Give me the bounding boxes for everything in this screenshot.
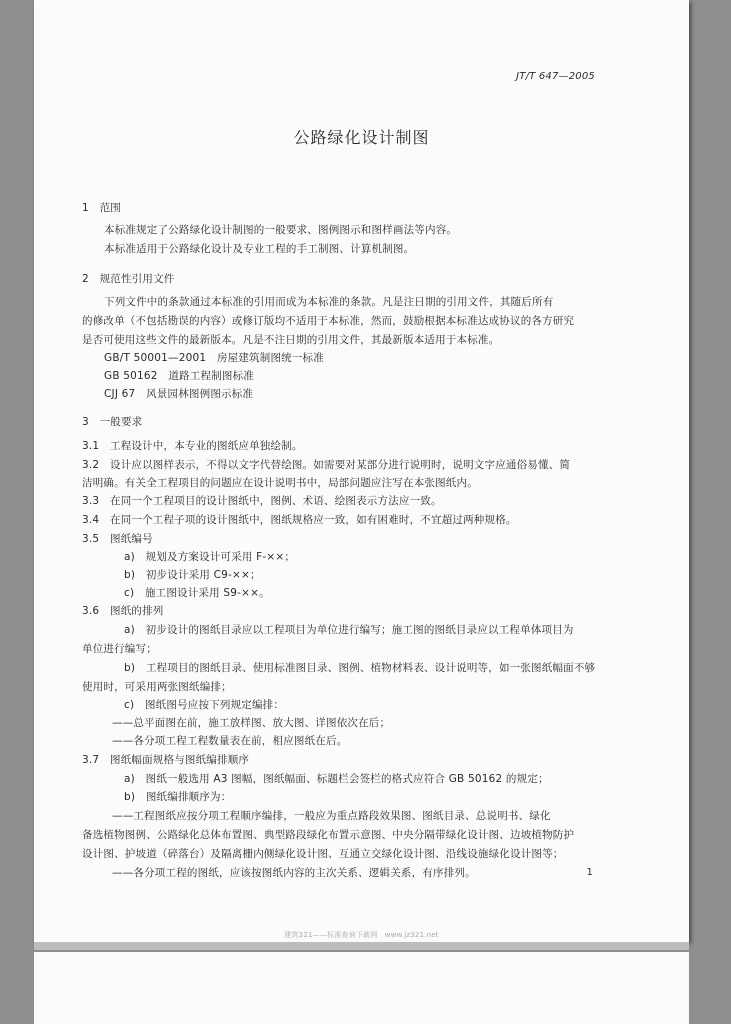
section-heading: 3.5 图纸编号 (82, 533, 153, 545)
document-page (34, 0, 689, 942)
body-text-line: 的修改单（不包括勘误的内容）或修订版均不适用于本标准，然而，鼓励根据本标准达成协议的各方研究 (82, 315, 575, 327)
body-text-line: 洁明确。有关全工程项目的问题应在设计说明书中，局部问题应注写在本张图纸内。 (82, 477, 478, 489)
body-text-line: a) 图纸一般选用 A3 图幅，图纸幅面、标题栏会签栏的格式应符合 GB 50162 的规定； (124, 773, 549, 785)
section-heading: 3 一般要求 (82, 416, 143, 428)
page-gap (34, 942, 689, 950)
body-text-line: GB 50162 道路工程制图标准 (104, 370, 254, 382)
body-text-line: ——各分项工程的图纸，应该按图纸内容的主次关系、逻辑关系，有序排列。 (112, 867, 476, 879)
body-text-line: ——总平面图在前，施工放样图、放大图、详图依次在后； (112, 717, 391, 729)
body-text-line: 备选植物图例、公路绿化总体布置图、典型路段绿化布置示意图、中央分隔带绿化设计图、边坡植物防护 (82, 829, 575, 841)
body-text-line: CJJ 67 风景园林图例图示标准 (104, 388, 254, 400)
section-heading: 1 范围 (82, 202, 121, 214)
body-text-line: b) 工程项目的图纸目录、使用标准图目录、图例、植物材料表、设计说明等，如一张图纸幅面不够 (124, 662, 596, 674)
body-text-line: c) 图纸图号应按下列规定编排： (124, 699, 285, 711)
body-text-line: 3.2 设计应以图样表示，不得以文字代替绘图。如需要对某部分进行说明时，说明文字应通俗易懂、简 (82, 459, 571, 471)
body-text-line: c) 施工图设计采用 S9-××。 (124, 587, 270, 599)
page-number: 1 (586, 867, 593, 878)
body-text-line: 3.4 在同一个工程子项的设计图纸中，图纸规格应一致，如有困难时，不宜超过两种规格。 (82, 514, 517, 526)
body-text-line: GB/T 50001—2001 房屋建筑制图统一标准 (104, 352, 324, 364)
body-text-line: ——各分项工程工程数量表在前，相应图纸在后。 (112, 735, 348, 747)
body-text-line: b) 初步设计采用 C9-××； (124, 569, 261, 581)
watermark-footer: 建筑321——标准查询下载网 www.jz321.net (284, 931, 439, 939)
document-title: 公路绿化设计制图 (293, 128, 430, 147)
body-text-line: 3.3 在同一个工程项目的设计图纸中，图例、术语、绘图表示方法应一致。 (82, 495, 442, 507)
body-text-line: 下列文件中的条款通过本标准的引用而成为本标准的条款。凡是注日期的引用文件，其随后所有 (104, 296, 554, 308)
section-heading: 3.6 图纸的排列 (82, 605, 164, 617)
body-text-line: 使用时，可采用两张图纸编排； (82, 681, 232, 693)
body-text-line: a) 初步设计的图纸目录应以工程项目为单位进行编写；施工图的图纸目录应以工程单体项目为 (124, 624, 574, 636)
body-text-line: 单位进行编写； (82, 643, 157, 655)
body-text-line: ——工程图纸应按分项工程顺序编排，一般应为重点路段效果图、图纸目录、总说明书、绿化 (112, 810, 551, 822)
section-heading: 2 规范性引用文件 (82, 273, 175, 285)
body-text-line: 是否可使用这些文件的最新版本。凡是不注日期的引用文件，其最新版本适用于本标准。 (82, 334, 500, 346)
next-document-page (34, 952, 689, 1024)
body-text-line: 本标准适用于公路绿化设计及专业工程的手工制图、计算机制图。 (104, 243, 415, 255)
body-text-line: b) 图纸编排顺序为： (124, 791, 232, 803)
standard-number: JT/T 647—2005 (516, 71, 595, 82)
body-text-line: 设计图、护坡道（碎落台）及隔离栅内侧绿化设计图、互通立交绿化设计图、沿线设施绿化设计图等； (82, 848, 564, 860)
body-text-line: 3.1 工程设计中，本专业的图纸应单独绘制。 (82, 440, 303, 452)
body-text-line: a) 规划及方案设计可采用 F-××； (124, 551, 296, 563)
section-heading: 3.7 图纸幅面规格与图纸编排顺序 (82, 754, 250, 766)
body-text-line: 本标准规定了公路绿化设计制图的一般要求、图例图示和图样画法等内容。 (104, 224, 458, 236)
